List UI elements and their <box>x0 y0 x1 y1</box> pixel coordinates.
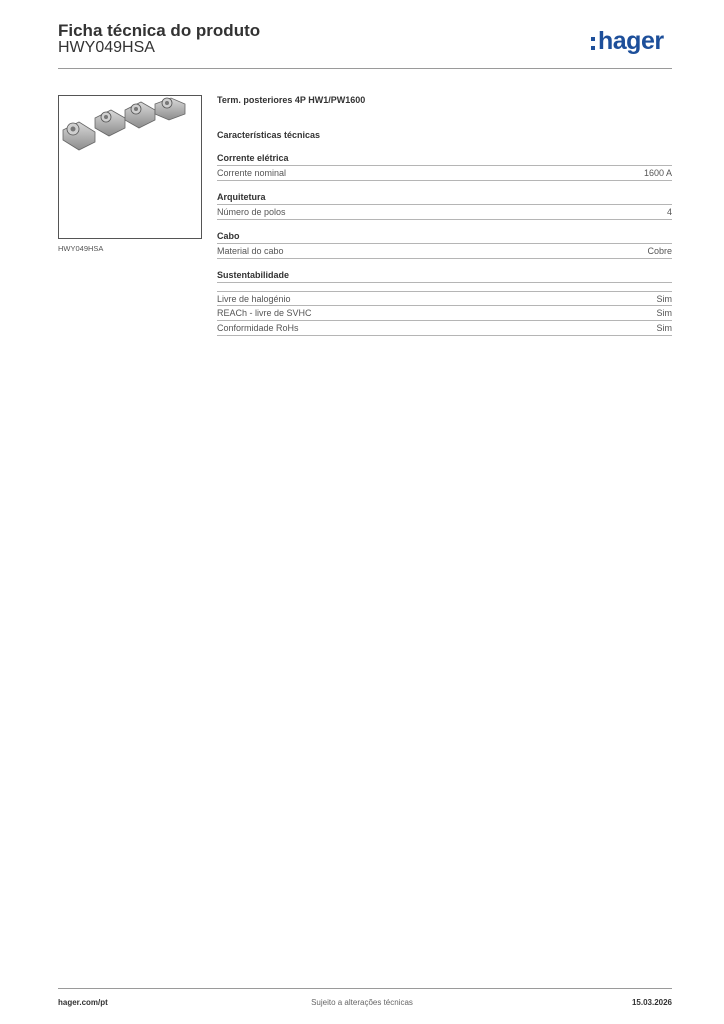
spec-row <box>217 205 672 220</box>
group-title: Corrente elétrica <box>217 152 672 166</box>
logo-dots-icon <box>591 37 595 50</box>
group-title: Sustentabilidade <box>217 269 672 283</box>
product-image <box>58 95 202 239</box>
spec-value: Cobre <box>647 246 672 256</box>
group-title: Cabo <box>217 230 672 244</box>
spec-label: Número de polos <box>217 207 286 217</box>
spec-row <box>217 166 672 181</box>
logo-wordmark: hager <box>598 26 664 55</box>
footer-divider <box>58 988 672 989</box>
product-code: HWY049HSA <box>58 39 155 56</box>
spec-row <box>217 291 672 306</box>
image-caption: HWY049HSA <box>58 244 104 253</box>
spec-label: Conformidade RoHs <box>217 323 299 333</box>
spec-row <box>217 321 672 336</box>
spec-row <box>217 244 672 259</box>
spec-group <box>217 152 672 181</box>
spec-value: Sim <box>656 294 672 304</box>
spec-label: REACh - livre de SVHC <box>217 308 312 318</box>
hager-logo <box>591 26 664 56</box>
spec-value: Sim <box>656 308 672 318</box>
footer-website-link[interactable]: hager.com/pt <box>58 998 108 1007</box>
spec-value: 1600 A <box>643 168 672 178</box>
spec-value: 4 <box>666 207 672 217</box>
spec-group <box>217 269 672 336</box>
connector-group <box>63 98 185 150</box>
spec-label: Livre de halogénio <box>217 294 291 304</box>
spec-row <box>217 306 672 321</box>
header-divider <box>58 68 672 69</box>
terminal-connectors-icon <box>59 96 201 238</box>
spec-label: Material do cabo <box>217 246 284 256</box>
group-title: Arquitetura <box>217 191 672 205</box>
document-title: Ficha técnica do produto <box>58 21 261 40</box>
product-name: Term. posteriores 4P HW1/PW1600 <box>217 95 366 105</box>
spec-value: Sim <box>656 323 672 333</box>
footer-notice: Sujeito a alterações técnicas <box>311 998 413 1007</box>
spec-group <box>217 191 672 220</box>
spec-group <box>217 230 672 259</box>
section-title: Características técnicas <box>217 130 321 140</box>
spec-label: Corrente nominal <box>217 168 287 178</box>
spec-content <box>217 95 672 336</box>
footer-date: 15.03.2026 <box>631 998 672 1007</box>
